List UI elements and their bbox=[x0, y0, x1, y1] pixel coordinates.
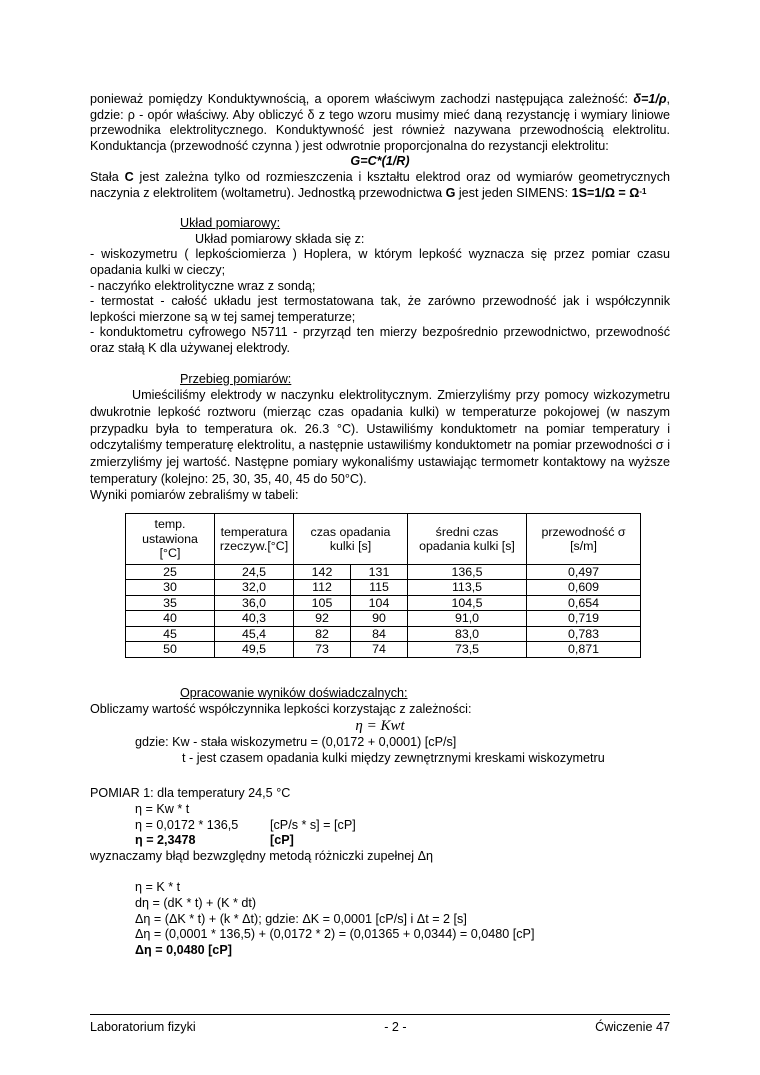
results-heading bbox=[90, 686, 670, 702]
g-formula bbox=[90, 154, 670, 170]
results-table bbox=[125, 513, 641, 658]
table-cell: 45,4 bbox=[215, 626, 294, 642]
table-cell: 40,3 bbox=[215, 611, 294, 627]
procedure-heading bbox=[90, 372, 670, 388]
table-cell: 104 bbox=[351, 595, 408, 611]
table-header: średni czas opadania kulki [s] bbox=[408, 514, 527, 565]
text: jest zależna tylko od rozmieszczenia i kształtu elektrod oraz od wymiarów geometrycznych naczynia z elektrolitem (woltametru). Jednostką przewodnictwa bbox=[90, 169, 671, 200]
calc-line bbox=[90, 833, 670, 849]
table-cell: 84 bbox=[351, 626, 408, 642]
table-cell: 112 bbox=[294, 580, 351, 596]
g-symbol: G bbox=[445, 185, 456, 200]
table-header: temp. ustawiona [°C] bbox=[126, 514, 215, 565]
table-row bbox=[126, 642, 641, 658]
table-cell: 131 bbox=[351, 564, 408, 580]
setup-intro: Układ pomiarowy składa się z: bbox=[195, 231, 365, 246]
calc-line: η = K * t bbox=[135, 880, 181, 895]
table-cell: 0,609 bbox=[527, 580, 641, 596]
pomiar-title: POMIAR 1: dla temperatury 24,5 °C bbox=[90, 786, 291, 801]
calc-line: Δη = 0,0480 [cP] bbox=[135, 942, 232, 957]
text: Stała bbox=[90, 169, 119, 184]
table-row bbox=[126, 626, 641, 642]
where-line: gdzie: Kw - stała wiskozymetru = (0,0172 + 0,0001) [cP/s] bbox=[135, 735, 457, 750]
table-cell: 0,783 bbox=[527, 626, 641, 642]
table-cell: 142 bbox=[294, 564, 351, 580]
table-cell: 40 bbox=[126, 611, 215, 627]
intro-text: ponieważ pomiędzy Konduktywnością, a oporem właściwym zachodzi następująca zależność: bbox=[90, 92, 629, 106]
table-cell: 104,5 bbox=[408, 595, 527, 611]
calc-expr: η = 0,0172 * 136,5 bbox=[135, 817, 239, 832]
calc-unit: [cP/s * s] = [cP] bbox=[270, 817, 356, 832]
table-cell: 50 bbox=[126, 642, 215, 658]
setup-item: - naczyńko elektrolityczne wraz z sondą; bbox=[90, 278, 316, 293]
setup-item: - termostat - całość układu jest termostatowana tak, że zarówno przewodność jak i współczynnik lepkości mierzone są w tej samej temperaturze; bbox=[90, 294, 670, 324]
table-cell: 113,5 bbox=[408, 580, 527, 596]
c-symbol: C bbox=[124, 169, 134, 184]
g-formula-text: G=C*(1/R) bbox=[350, 154, 410, 169]
calc-line: dη = (dK * t) + (K * dt) bbox=[135, 895, 257, 910]
calc-line: Δη = (ΔK * t) + (k * Δt); gdzie: ΔK = 0,0001 [cP/s] i Δt = 2 [s] bbox=[135, 911, 467, 926]
calc-line bbox=[90, 818, 670, 834]
table-cell: 105 bbox=[294, 595, 351, 611]
table-cell: 82 bbox=[294, 626, 351, 642]
delta-formula: δ=1/ρ bbox=[633, 92, 667, 106]
calc-line: Δη = (0,0001 * 136,5) + (0,0172 * 2) = (0,01365 + 0,0344) = 0,0480 [cP] bbox=[135, 927, 535, 942]
table-cell: 0,654 bbox=[527, 595, 641, 611]
table-cell: 25 bbox=[126, 564, 215, 580]
table-cell: 90 bbox=[351, 611, 408, 627]
table-row bbox=[126, 611, 641, 627]
page-number: - 2 - bbox=[384, 1020, 407, 1034]
heading-text: Układ pomiarowy: bbox=[180, 216, 281, 231]
table-cell: 74 bbox=[351, 642, 408, 658]
punct: , bbox=[666, 92, 671, 106]
table-cell: 24,5 bbox=[215, 564, 294, 580]
table-cell: 83,0 bbox=[408, 626, 527, 642]
table-cell: 49,5 bbox=[215, 642, 294, 658]
setup-item: - wiskozymetru ( lepkościomierza ) Hoplera, w którym lepkość wyznacza się przez pomiar czasu opadania kulki w cieczy; bbox=[90, 247, 670, 277]
text: jest jeden SIMENS: bbox=[458, 185, 569, 200]
table-cell: 36,0 bbox=[215, 595, 294, 611]
table-intro: Wyniki pomiarów zebraliśmy w tabeli: bbox=[90, 487, 299, 502]
intro-paragraph bbox=[90, 92, 670, 154]
setup-heading bbox=[90, 216, 670, 232]
calc-expr: η = 2,3478 bbox=[135, 833, 196, 848]
heading-text: Przebieg pomiarów: bbox=[180, 371, 292, 386]
calc-unit: [cP] bbox=[270, 833, 294, 848]
table-cell: 73,5 bbox=[408, 642, 527, 658]
setup-item: - konduktometru cyfrowego N5711 - przyrząd ten mierzy bezpośrednio przewodnictwo, przewodność oraz stałą K dla używanej elektrody. bbox=[90, 325, 670, 355]
table-cell: 0,497 bbox=[527, 564, 641, 580]
table-cell: 115 bbox=[351, 580, 408, 596]
page-content bbox=[90, 92, 670, 958]
table-cell: 136,5 bbox=[408, 564, 527, 580]
intro-text-2: gdzie: ρ - opór właściwy. Aby obliczyć δ z tego wzoru musimy mieć daną rezystancję i wymiary liniowe przewodnika elektrolitycznego. Konduktywność jest również nazywana przewodnością elektrolitu. Konduktancja (przewodność czynna ) jest odwrotnie proporcjonalna do rezystancji elektrolitu: bbox=[90, 107, 670, 153]
footer-right: Ćwiczenie 47 bbox=[595, 1020, 670, 1034]
unit-exp: -1 bbox=[639, 186, 647, 196]
table-cell: 32,0 bbox=[215, 580, 294, 596]
procedure-paragraph: Umieściliśmy elektrody w naczynku elektrolitycznym. Zmierzyliśmy przy pomocy wizkozymetru dwukrotnie lepkość roztworu (mierząc czas opadania kulki) w temperaturze pokojowej (w naszym przypadku była to temperatura ok. 26.3 °C). Ustawiliśmy konduktometr na pomiar temperatury i odczytaliśmy temperaturę elektrolitu, a następnie ustawiliśmy konduktometr na pomiar przewodności σ i zmierzyliśmy jej wartość. Następne pomiary wykonaliśmy ustawiając termometr kontaktowy na wyższe temperatury (kolejno: 25, 30, 35, 40, 45 do 50°C). bbox=[90, 388, 670, 487]
table-cell: 45 bbox=[126, 626, 215, 642]
page-footer bbox=[90, 1014, 670, 1034]
eta-formula: η = Kwt bbox=[355, 718, 405, 735]
unit: 1S=1/Ω = Ω bbox=[571, 185, 640, 200]
error-intro: wyznaczamy błąd bezwzględny metodą różniczki zupełnej Δη bbox=[90, 848, 434, 863]
results-intro: Obliczamy wartość współczynnika lepkości korzystając z zależności: bbox=[90, 701, 472, 716]
heading-text: Opracowanie wyników doświadczalnych: bbox=[180, 685, 408, 700]
table-header: temperatura rzeczyw.[°C] bbox=[215, 514, 294, 565]
where-line: t - jest czasem opadania kulki między zewnętrznymi kreskami wiskozymetru bbox=[182, 750, 605, 765]
table-row bbox=[126, 580, 641, 596]
table-cell: 30 bbox=[126, 580, 215, 596]
constant-paragraph bbox=[90, 170, 670, 201]
table-cell: 73 bbox=[294, 642, 351, 658]
footer-left: Laboratorium fizyki bbox=[90, 1020, 196, 1034]
table-cell: 91,0 bbox=[408, 611, 527, 627]
table-header: przewodność σ [s/m] bbox=[527, 514, 641, 565]
table-cell: 0,719 bbox=[527, 611, 641, 627]
table-row bbox=[126, 564, 641, 580]
calc-line: η = Kw * t bbox=[135, 801, 190, 816]
table-cell: 35 bbox=[126, 595, 215, 611]
table-header: czas opadania kulki [s] bbox=[294, 514, 408, 565]
table-cell: 92 bbox=[294, 611, 351, 627]
table-header-row bbox=[126, 514, 641, 565]
table-row bbox=[126, 595, 641, 611]
table-cell: 0,871 bbox=[527, 642, 641, 658]
